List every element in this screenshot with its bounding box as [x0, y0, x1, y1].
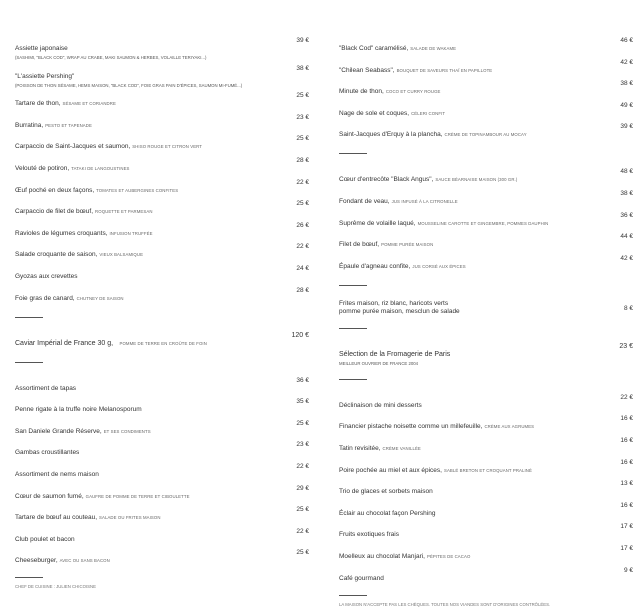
menu-item-name: Poire pochée au miel et aux épices, [339, 466, 442, 474]
menu-item-name: Velouté de potiron, [15, 164, 70, 172]
menu-item-name: "L'assiette Pershing" [15, 72, 75, 80]
menu-item-price: 13 € [620, 480, 633, 488]
menu-item-price: 39 € [620, 123, 633, 131]
menu-item-description: CRÈME VANILLÉE [382, 445, 421, 451]
menu-item-name: Foie gras de canard, [15, 294, 75, 302]
menu-item-name: Moelleux au chocolat Manjari, [339, 552, 425, 560]
menu-item-description: GAUFRE DE POMME DE TERRE ET CIBOULETTE [85, 493, 190, 499]
menu-item [15, 200, 309, 218]
divider [339, 328, 367, 329]
menu-item-subtitle: (POISSON DE THON SÉSAME, HEMS MAISON, "BLACK COD", FOIE GRAS PAIN D'ÉPICES, SAUMON MI-FUMÉ...) [15, 82, 243, 88]
fish-section [339, 37, 633, 141]
menu-item [339, 567, 633, 585]
menu-item-price: 38 € [620, 189, 633, 197]
menu-item-price: 44 € [620, 233, 633, 241]
menu-item-price: 38 € [620, 80, 633, 88]
menu-item-name: Déclinaison de mini desserts [339, 401, 422, 409]
menu-item-subtitle: (SASHIMI, "BLACK COD", WRAP AU CRABE, MAKI SAUMON & HERBES, VOLAILLE TERIYAKI...) [15, 55, 207, 60]
menu-item [339, 59, 633, 77]
snacks-section [15, 377, 309, 568]
menu-item [15, 441, 309, 459]
cheese-price: 23 € [619, 342, 633, 350]
menu-item-name: Ravioles de légumes croquants, [15, 229, 108, 237]
menu-item-price: 22 € [296, 527, 309, 535]
menu-item-name: "Black Cod" caramélisé, [339, 45, 409, 52]
menu-item-description: SALADE OU FRITES MAISON [99, 515, 161, 521]
menu-item-description: COCO ET CURRY ROUGE [385, 89, 441, 95]
cheese-subtitle: MEILLEUR OUVRIER DE FRANCE 2004 [339, 360, 419, 366]
menu-item [15, 287, 309, 305]
divider [339, 153, 367, 154]
menu-item [15, 463, 309, 481]
menu-item-name: Assortiment de nems maison [15, 470, 99, 478]
house-policy-note: LA MAISON N'ACCEPTE PAS LES CHÈQUES. TOUTES NOS VIANDES SONT D'ORIGINES CONTRÔLÉES. [339, 601, 551, 607]
menu-item [339, 80, 633, 98]
menu-item [15, 265, 309, 283]
menu-item-price: 49 € [620, 101, 633, 109]
desserts-section [339, 394, 633, 585]
menu-item [15, 92, 309, 110]
cheese-item [339, 343, 633, 367]
menu-item-price: 25 € [296, 200, 309, 208]
divider [339, 285, 367, 286]
menu-item [15, 377, 309, 395]
menu-item [339, 437, 633, 455]
menu-item-name: Cœur d'entrecôte "Black Angus", [339, 176, 434, 184]
chef-credit: CHEF DE CUISINE : JULIEN CHICOISNE [15, 584, 96, 590]
menu-item-description: ET SES CONDIMENTS [103, 428, 151, 434]
menu-item-price: 25 € [296, 92, 309, 100]
menu-item-description: TATAKI DE LANGOUSTINES [71, 165, 130, 171]
menu-item-name: Gyozas aux crevettes [15, 272, 78, 280]
menu-item-name: Carpaccio de Saint-Jacques et saumon, [15, 143, 131, 151]
menu-item-price: 16 € [620, 436, 633, 444]
menu-item-description: CHUTNEY DE SAISON [76, 295, 124, 301]
menu-item-name: Filet de bœuf, [339, 241, 380, 249]
menu-item-price: 16 € [620, 415, 633, 423]
menu-item-name: Club poulet et bacon [15, 535, 75, 543]
menu-item-description: CRÈME DE TOPINAMBOUR AU MOCAY [444, 132, 527, 138]
starters-section [15, 37, 309, 305]
right-menu-column [339, 37, 633, 607]
divider [339, 595, 367, 596]
menu-item-description: SALADE DE WAKAME [410, 46, 457, 51]
caviar-price: 120 € [291, 331, 309, 339]
menu-item-name: Cœur de saumon fumé, [15, 492, 84, 500]
menu-item-name: Œuf poché en deux façons, [15, 186, 95, 194]
menu-item-name: Financier pistache noisette comme un millefeuille, [339, 423, 483, 431]
sides-item [339, 300, 633, 316]
menu-item [15, 549, 309, 567]
menu-item-price: 17 € [620, 544, 633, 552]
menu-item-description: VIEUX BALSAMIQUE [99, 252, 144, 258]
menu-item-name: Assiette japonaise [15, 45, 68, 52]
menu-item-name: Gambas croustillantes [15, 449, 80, 457]
menu-item-price: 36 € [620, 211, 633, 219]
menu-item-description: SHISO ROUGE ET CITRON VERT [132, 144, 203, 150]
menu-item-price: 25 € [296, 506, 309, 514]
caviar-item [15, 332, 309, 350]
menu-item-price: 17 € [620, 523, 633, 531]
sides-price: 8 € [623, 304, 633, 312]
menu-item-price: 22 € [296, 243, 309, 251]
menu-item-description: AVEC OU SANS BACON [59, 558, 110, 564]
menu-item-name: San Daniele Grande Réserve, [15, 427, 102, 435]
sides-line-2: pomme purée maison, mesclun de salade [339, 307, 460, 315]
menu-item-description: ROQUETTE ET PARMESAN [95, 209, 153, 215]
menu-item-price: 28 € [296, 286, 309, 294]
menu-item [15, 157, 309, 175]
menu-item [15, 114, 309, 132]
menu-item-price: 39 € [296, 37, 309, 44]
meat-section [339, 168, 633, 272]
menu-item-description: TOMATES ET AUBERGINES CONFITES [96, 187, 179, 193]
menu-item-description: PÉPITES DE CACAO [427, 553, 471, 559]
menu-item-description: INFUSION TRUFFÉE [109, 230, 153, 236]
menu-item [15, 65, 309, 89]
menu-item-name: Suprême de volaille laqué, [339, 219, 416, 227]
divider [339, 379, 367, 380]
menu-item-description: SÉSAME ET CORIANDRE [62, 101, 116, 107]
menu-item-price: 46 € [620, 37, 633, 44]
menu-item [339, 255, 633, 273]
menu-item [339, 37, 633, 55]
menu-item [339, 502, 633, 520]
menu-item-price: 9 € [623, 566, 633, 574]
divider [15, 362, 43, 363]
menu-item-name: Cheeseburger, [15, 557, 58, 565]
cheese-name: Sélection de la Fromagerie de Paris [339, 350, 451, 358]
menu-item-price: 23 € [296, 441, 309, 449]
menu-item-name: "Chilean Seabass", [339, 66, 395, 74]
menu-item-name: Éclair au chocolat façon Pershing [339, 509, 436, 517]
menu-item-price: 22 € [620, 393, 633, 401]
menu-item [339, 459, 633, 477]
menu-item [339, 523, 633, 541]
menu-item-price: 28 € [296, 156, 309, 164]
menu-item [339, 212, 633, 230]
menu-item [339, 123, 633, 141]
caviar-name: Caviar Impérial de France 30 g, [15, 339, 114, 347]
menu-item [15, 506, 309, 524]
menu-item [15, 528, 309, 546]
menu-item-price: 35 € [296, 398, 309, 406]
menu-item-description: SAUCE BÉARNAISE MAISON (300 GR.) [435, 177, 518, 183]
menu-item [15, 37, 309, 61]
menu-item [339, 394, 633, 412]
menu-item-name: Tartare de bœuf au couteau, [15, 514, 98, 522]
menu-item [15, 398, 309, 416]
menu-item-price: 23 € [296, 113, 309, 121]
menu-item-description: PESTO ET TAPENADE [45, 122, 92, 128]
menu-item [339, 102, 633, 120]
menu-item [15, 243, 309, 261]
menu-item-price: 26 € [296, 221, 309, 229]
menu-item-name: Saint-Jacques d'Erquy à la plancha, [339, 131, 443, 139]
menu-item-name: Assortiment de tapas [15, 384, 77, 392]
menu-item [339, 480, 633, 498]
menu-item [339, 233, 633, 251]
menu-item [15, 485, 309, 503]
menu-item [339, 168, 633, 186]
menu-item-description: SABLÉ BRETON ET CROQUANT PRALINÉ [443, 467, 532, 473]
menu-item-price: 25 € [296, 135, 309, 143]
menu-item-price: 36 € [296, 376, 309, 384]
menu-item-description: MOUSSELINE CAROTTE ET GINGEMBRE, POMMES DAUPHIN [417, 220, 549, 226]
menu-item-name: Café gourmand [339, 574, 384, 582]
menu-item-price: 25 € [296, 419, 309, 427]
menu-item-description: JUS CORSÉ AUX ÉPICES [412, 263, 466, 269]
menu-item [339, 415, 633, 433]
menu-item [15, 135, 309, 153]
menu-item-description: BOUQUET DE SAVEURS THAÏ EN PAPILLOTE [396, 67, 493, 73]
menu-item-price: 29 € [296, 484, 309, 492]
divider [15, 317, 43, 318]
menu-item-description: POMME PURÉE MAISON [381, 242, 434, 248]
menu-item-price: 16 € [620, 458, 633, 466]
menu-item-name: Nage de sole et coques, [339, 109, 410, 117]
menu-item [15, 179, 309, 197]
left-menu-column [15, 37, 309, 589]
menu-item [339, 190, 633, 208]
menu-item-name: Tartare de thon, [15, 100, 61, 108]
menu-item-name: Salade croquante de saison, [15, 251, 98, 259]
menu-item-price: 16 € [620, 501, 633, 509]
menu-item-price: 42 € [620, 58, 633, 66]
menu-item-name: Minute de thon, [339, 88, 384, 96]
menu-item-price: 24 € [296, 264, 309, 272]
menu-item-price: 42 € [620, 254, 633, 262]
divider [15, 577, 43, 578]
menu-item-name: Trio de glaces et sorbets maison [339, 488, 433, 496]
menu-item-name: Tatin revisitée, [339, 444, 381, 452]
menu-item-price: 48 € [620, 168, 633, 176]
menu-item-price: 38 € [296, 64, 309, 72]
menu-item-price: 22 € [296, 462, 309, 470]
menu-item-description: CÉLERI CONFIT [411, 110, 446, 116]
menu-item-description: JUS INFUSÉ À LA CITRONELLE [391, 198, 458, 204]
menu-item-price: 25 € [296, 549, 309, 557]
menu-item-name: Fruits exotiques frais [339, 531, 399, 539]
menu-item-name: Penne rigate à la truffe noire Melanosporum [15, 406, 142, 414]
menu-item-price: 22 € [296, 178, 309, 186]
menu-item-name: Fondant de veau, [339, 197, 390, 205]
menu-item [15, 420, 309, 438]
menu-item-name: Carpaccio de filet de bœuf, [15, 208, 94, 216]
menu-item [339, 545, 633, 563]
menu-item [15, 222, 309, 240]
menu-item-description: CRÈME AUX AGRUMES [484, 424, 535, 430]
menu-item-name: Burratina, [15, 121, 44, 129]
sides-line-1: Frites maison, riz blanc, haricots verts [339, 299, 449, 307]
menu-item-name: Épaule d'agneau confite, [339, 262, 411, 270]
caviar-description: POMME DE TERRE EN CROÛTE DE FOIN [119, 340, 207, 346]
